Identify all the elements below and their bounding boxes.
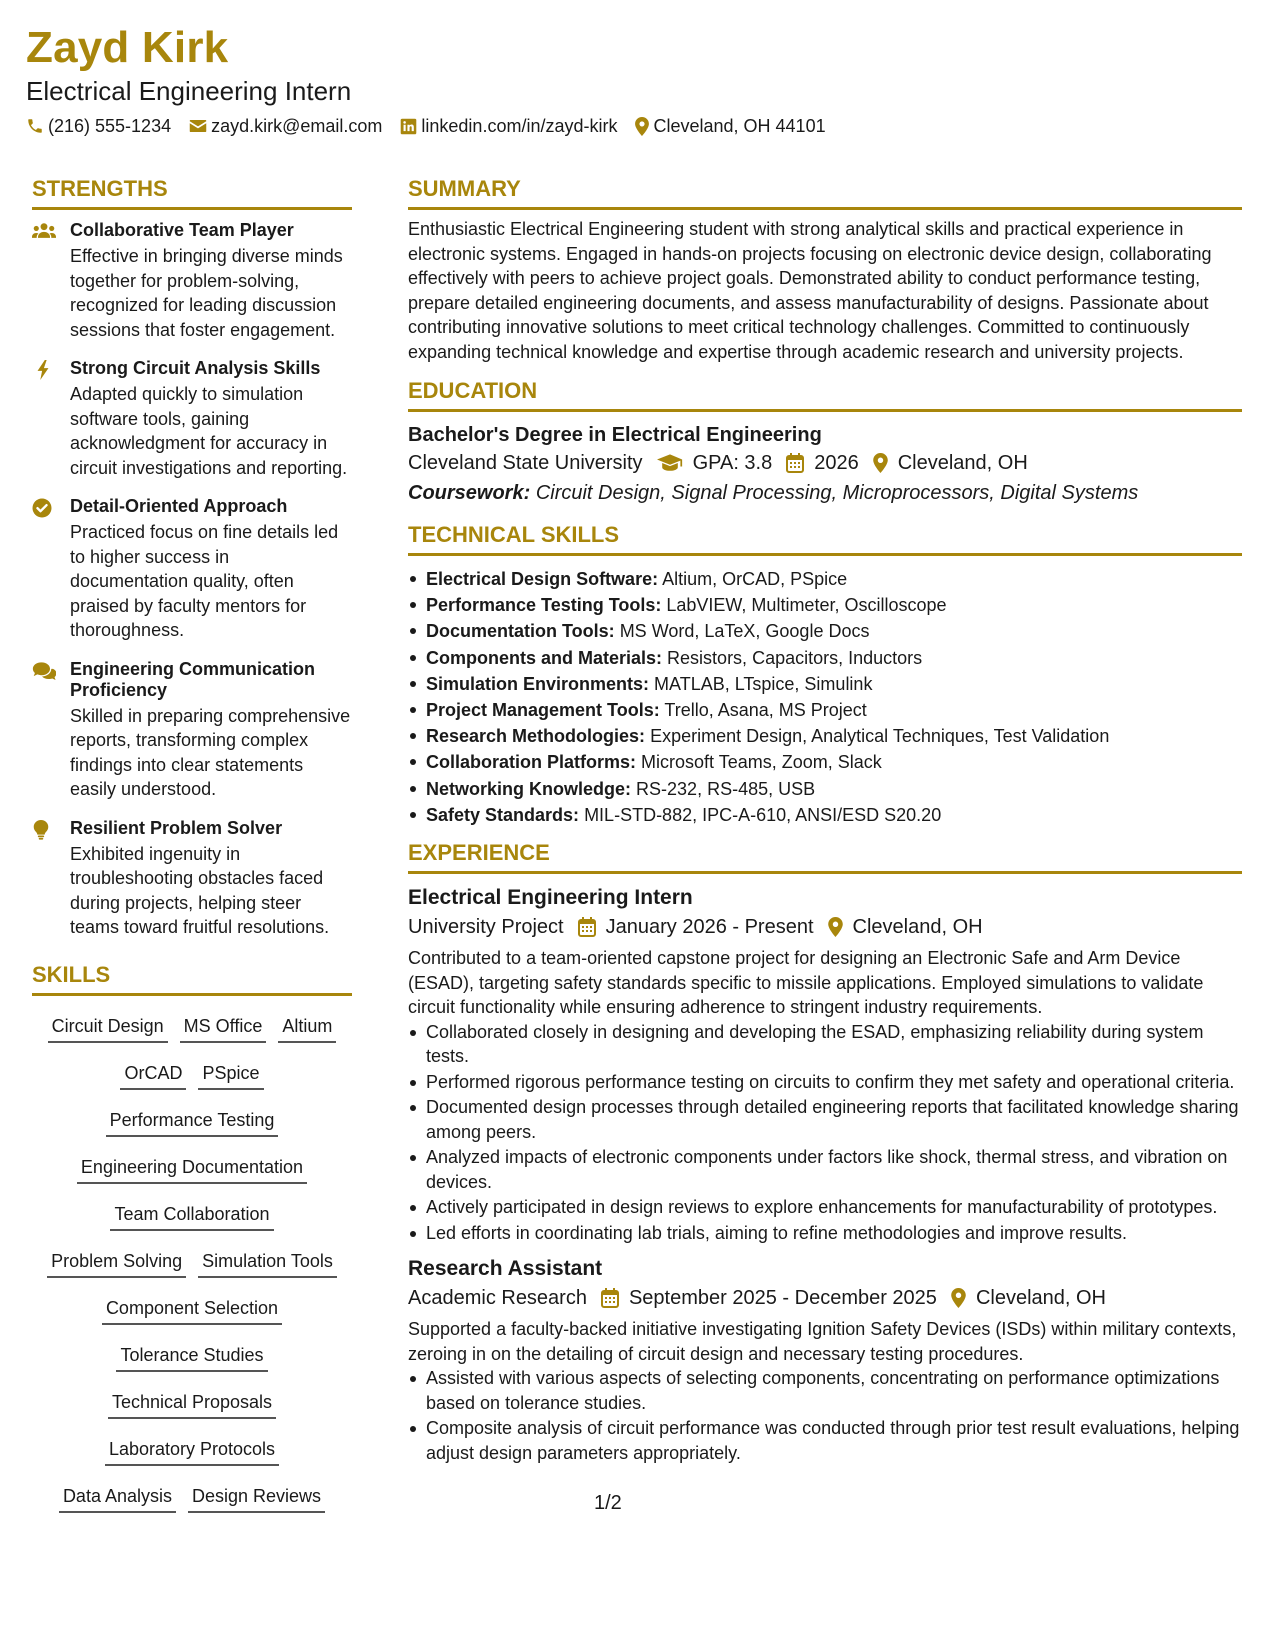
- skill-label: Collaboration Platforms:: [426, 752, 637, 773]
- skills-chips: [32, 1010, 352, 1531]
- list-item: Composite analysis of circuit performance was conducted through prior test result evaluations, helping adjust design parameters appropriately.: [408, 1416, 1242, 1465]
- strength-item: [32, 496, 352, 643]
- phone-text: (216) 555-1234: [48, 116, 172, 136]
- list-item: Assisted with various aspects of selecting components, concentrating on performance optimizations based on tolerance studies.: [408, 1366, 1242, 1415]
- education-location: [873, 448, 1028, 478]
- phone-icon: [26, 117, 44, 135]
- skill-chip: Performance Testing: [106, 1108, 279, 1137]
- strength-text: Skilled in preparing comprehensive reports, transforming complex findings into clear statements easily understood.: [70, 705, 351, 799]
- contact-location: [635, 114, 825, 138]
- skill-label: Project Management Tools:: [426, 700, 660, 721]
- skill-label: Documentation Tools:: [426, 621, 615, 642]
- list-item: Performed rigorous performance testing on circuits to confirm they met safety and operational criteria.: [408, 1070, 1242, 1095]
- job-org: [408, 1283, 587, 1313]
- skill-value: LabVIEW, Multimeter, Oscilloscope: [666, 595, 947, 616]
- education-year: [786, 448, 859, 478]
- location-text: Cleveland, OH 44101: [653, 116, 826, 136]
- skill-label: Research Methodologies:: [426, 726, 646, 747]
- skill-chip: Problem Solving: [47, 1249, 186, 1278]
- skill-chip: MS Office: [180, 1014, 267, 1043]
- calendar-icon: [601, 1288, 619, 1308]
- skill-label: Performance Testing Tools:: [426, 595, 662, 616]
- bolt-icon: [32, 360, 54, 380]
- skill-chip: Circuit Design: [48, 1014, 168, 1043]
- education-school: [408, 448, 643, 478]
- experience-heading: EXPERIENCE: [408, 840, 1242, 874]
- skill-chip: Tolerance Studies: [116, 1343, 267, 1372]
- education-location-text: Cleveland, OH: [897, 452, 1028, 474]
- job-bullets: [408, 1020, 1242, 1246]
- skill-value: Trello, Asana, MS Project: [664, 700, 867, 721]
- skill-chip: Engineering Documentation: [77, 1155, 307, 1184]
- coursework-text: Circuit Design, Signal Processing, Microprocessors, Digital Systems: [535, 482, 1139, 504]
- strength-text: Exhibited ingenuity in troubleshooting obstacles faced during projects, helping steer teams toward fruitful resolutions.: [70, 843, 330, 937]
- skill-label: Electrical Design Software:: [426, 569, 659, 589]
- page-number: 1/2: [594, 1492, 622, 1514]
- job-title: Research Assistant: [408, 1257, 603, 1281]
- job-location: [828, 912, 983, 942]
- skill-chip: Altium: [278, 1014, 336, 1043]
- list-item: Documented design processes through detailed engineering reports that facilitated knowledge sharing among peers.: [408, 1095, 1242, 1144]
- envelope-icon: [189, 118, 207, 134]
- education-gpa: [657, 448, 773, 478]
- strength-text: Adapted quickly to simulation software tools, gaining acknowledgment for accuracy in circuit investigations and reporting.: [70, 384, 348, 478]
- summary-heading: SUMMARY: [408, 176, 1242, 210]
- list-item: [408, 671, 1242, 697]
- skill-chip: Team Collaboration: [110, 1202, 273, 1231]
- skill-value: Altium, OrCAD, PSpice: [662, 569, 848, 589]
- skill-chip: Simulation Tools: [198, 1249, 337, 1278]
- education-heading: EDUCATION: [408, 378, 1242, 412]
- job-dates: [601, 1283, 937, 1313]
- candidate-name: Zayd Kirk: [26, 23, 229, 72]
- coursework-label: Coursework:: [408, 482, 531, 504]
- job-meta: [408, 912, 1242, 942]
- job-description: Contributed to a team-oriented capstone project for designing an Electronic Safe and Arm Device (ESAD), targeting safety standards specific to missile applications. Employed simulations to validate circuit functionality while ensuring adherence to stringent industry requirements.: [408, 948, 1204, 1018]
- list-item: [408, 749, 1242, 775]
- list-item: Led efforts in coordinating lab trials, aiming to refine methodologies and improve results.: [408, 1221, 1242, 1246]
- skill-label: Simulation Environments:: [426, 673, 650, 694]
- skill-value: Resistors, Capacitors, Inductors: [667, 647, 923, 668]
- graduation-cap-icon: [657, 454, 683, 472]
- users-icon: [32, 222, 56, 240]
- job-location: [951, 1283, 1106, 1313]
- strength-text: Effective in bringing diverse minds together for problem-solving, recognized for leading discussion sessions that foster engagement.: [70, 246, 343, 340]
- technical-skills-list: [408, 566, 1242, 828]
- school-name: Cleveland State University: [408, 452, 643, 474]
- skill-chip: Design Reviews: [188, 1484, 325, 1513]
- contact-email[interactable]: [189, 114, 382, 138]
- strength-title: Engineering Communication Proficiency: [70, 658, 316, 700]
- candidate-title: Electrical Engineering Intern: [26, 76, 352, 106]
- strength-text: Practiced focus on fine details led to higher success in documentation quality, often praised by faculty mentors for thoroughness.: [70, 522, 339, 640]
- skill-chip: Data Analysis: [59, 1484, 176, 1513]
- map-pin-icon: [873, 453, 888, 473]
- job-location-text: Cleveland, OH: [852, 916, 983, 939]
- list-item: [408, 592, 1242, 618]
- coursework: [408, 478, 1242, 508]
- summary-text: Enthusiastic Electrical Engineering student with strong analytical skills and practical experience in electronic systems. Engaged in hands-on projects focusing on electronic device design, collaborating effectively with peers to achieve project goals. Demonstrated ability to conduct performance testing, prepare detailed engineering documents, and assess manufacturability of designs. Passionate about contributing innovative solutions to meet critical technology challenges. Committed to continuously expanding technical knowledge and expertise through academic research and university projects.: [408, 219, 1212, 362]
- strengths-heading: STRENGTHS: [32, 176, 352, 210]
- map-pin-icon: [951, 1288, 966, 1308]
- skill-chip: OrCAD: [120, 1061, 186, 1090]
- job-org-text: University Project: [408, 916, 564, 939]
- list-item: Collaborated closely in designing and developing the ESAD, emphasizing reliability during system tests.: [408, 1020, 1242, 1069]
- job-org-text: Academic Research: [408, 1287, 587, 1310]
- email-text: zayd.kirk@email.com: [211, 116, 383, 136]
- check-circle-icon: [32, 498, 52, 518]
- linkedin-text: linkedin.com/in/zayd-kirk: [421, 116, 618, 136]
- resume-header: [26, 22, 1235, 138]
- skills-heading: SKILLS: [32, 962, 352, 996]
- skill-chip: Component Selection: [102, 1296, 282, 1325]
- skill-chip: Laboratory Protocols: [105, 1437, 279, 1466]
- calendar-icon: [786, 453, 804, 473]
- skill-value: MIL-STD-882, IPC-A-610, ANSI/ESD S20.20: [584, 804, 942, 825]
- list-item: [408, 776, 1242, 802]
- map-pin-icon: [635, 117, 649, 136]
- strength-item: [32, 659, 352, 802]
- calendar-icon: [578, 917, 596, 937]
- technical-skills-heading: TECHNICAL SKILLS: [408, 522, 1242, 556]
- list-item: [408, 723, 1242, 749]
- skill-value: Microsoft Teams, Zoom, Slack: [641, 752, 882, 773]
- contact-row: [26, 114, 1235, 138]
- job-description: Supported a faculty-backed initiative investigating Ignition Safety Devices (ISDs) within military contexts, zeroing in on the detailing of circuit design and necessary testing procedures.: [408, 1319, 1237, 1364]
- list-item: [408, 802, 1242, 828]
- job-dates-text: September 2025 - December 2025: [628, 1287, 937, 1310]
- list-item: [408, 645, 1242, 671]
- contact-linkedin[interactable]: [400, 114, 617, 138]
- strength-item: [32, 818, 352, 940]
- job-dates: [578, 912, 814, 942]
- list-item: Actively participated in design reviews to explore enhancements for manufacturability of prototypes.: [408, 1195, 1242, 1220]
- list-item: [408, 618, 1242, 644]
- skill-value: MS Word, LaTeX, Google Docs: [619, 621, 870, 642]
- skill-value: RS-232, RS-485, USB: [636, 778, 816, 799]
- right-column: [408, 176, 1242, 1466]
- skill-value: Experiment Design, Analytical Techniques, Test Validation: [650, 726, 1110, 747]
- skill-label: Networking Knowledge:: [426, 778, 632, 799]
- strength-title: Resilient Problem Solver: [70, 817, 283, 838]
- list-item: [408, 566, 1242, 592]
- skill-value: MATLAB, LTspice, Simulink: [654, 673, 873, 694]
- skill-label: Safety Standards:: [426, 804, 580, 825]
- lightbulb-icon: [32, 820, 50, 840]
- job-bullets: [408, 1366, 1242, 1465]
- job-dates-text: January 2026 - Present: [605, 916, 814, 939]
- map-pin-icon: [828, 917, 843, 937]
- education-meta: [408, 448, 1242, 478]
- left-column: [32, 176, 352, 1531]
- skill-chip: Technical Proposals: [108, 1390, 276, 1419]
- skill-label: Components and Materials:: [426, 647, 663, 668]
- skill-chip: PSpice: [198, 1061, 263, 1090]
- contact-phone[interactable]: [26, 114, 171, 138]
- job-org: [408, 912, 564, 942]
- list-item: [408, 697, 1242, 723]
- strength-title: Detail-Oriented Approach: [70, 496, 288, 516]
- gpa-text: GPA: 3.8: [692, 452, 773, 474]
- job-meta: [408, 1283, 1242, 1313]
- strength-item: [32, 358, 352, 480]
- job-location-text: Cleveland, OH: [975, 1287, 1106, 1310]
- strength-item: [32, 220, 352, 342]
- comments-icon: [32, 661, 56, 681]
- education-degree: Bachelor's Degree in Electrical Engineering: [408, 424, 822, 446]
- strength-title: Strong Circuit Analysis Skills: [70, 358, 321, 378]
- list-item: Analyzed impacts of electronic components under factors like shock, thermal stress, and vibration on devices.: [408, 1145, 1242, 1194]
- linkedin-icon: [400, 118, 417, 135]
- year-text: 2026: [814, 452, 859, 474]
- job-title: Electrical Engineering Intern: [408, 886, 693, 910]
- strength-title: Collaborative Team Player: [70, 220, 294, 240]
